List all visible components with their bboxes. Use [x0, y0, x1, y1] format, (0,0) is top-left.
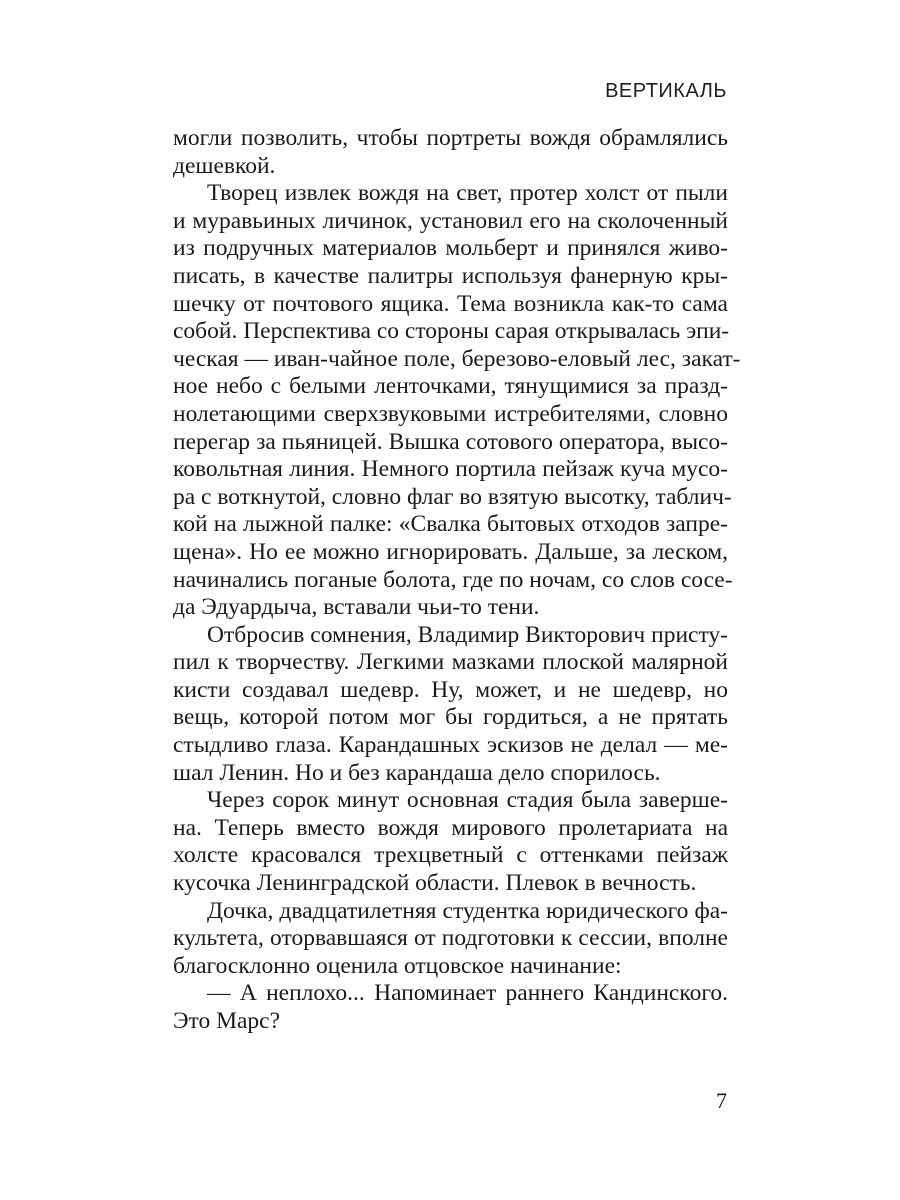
paragraph-2: [173, 180, 741, 622]
text-line: — А неплохо... Напоминает раннего Кандинского.: [207, 980, 728, 1007]
text-line: Отбросив сомнения, Владимир Викторович присту-: [207, 621, 728, 648]
paragraph-4: [173, 787, 728, 897]
paragraph-6-dialogue: [173, 980, 728, 1035]
text-line: на. Теперь вместо вождя мирового пролетариата на: [173, 814, 728, 841]
text-line: стыдливо глаза. Карандашных эскизов не делал — ме-: [173, 732, 728, 759]
paragraph-3: [173, 622, 728, 788]
text-line: нолетающими сверхзвуковыми истребителями, словно: [173, 400, 728, 427]
text-line: кусочка Ленинградской области. Плевок в вечность.: [173, 870, 697, 897]
text-line: благосклонно оценила отцовское начинание:: [173, 952, 622, 979]
text-line: могли позволить, чтобы портреты вождя обрамлялись: [173, 125, 728, 151]
text-line: вещь, которой потом мог бы гордиться, а не прятать: [173, 704, 728, 731]
text-line: Творец извлек вождя на свет, протер холст от пыли: [207, 180, 728, 207]
text-line: да Эдуардыча, вставали чьи-то тени.: [173, 594, 540, 621]
text-line: и муравьиных личинок, установил его на сколоченный: [173, 207, 728, 234]
text-line: щена». Но ее можно игнорировать. Дальше, за леском,: [173, 538, 728, 565]
page-number: 7: [716, 1088, 727, 1113]
text-line: Это Марс?: [173, 1008, 281, 1034]
text-line: Дочка, двадцатилетняя студентка юридического фа-: [207, 897, 728, 924]
text-line: ра с воткнутой, словно флаг во взятую высотку, таблич-: [173, 483, 732, 510]
body-text: [173, 125, 741, 1036]
text-line: шал Ленин. Но и без карандаша дело спорилось.: [173, 759, 661, 786]
text-line: шечку от почтового ящика. Тема возникла как-то сама: [173, 290, 728, 317]
text-line: ковольтная линия. Немного портила пейзаж куча мусо-: [173, 456, 728, 483]
text-line: пил к творчеству. Легкими мазками плоской малярной: [173, 649, 728, 676]
text-line: кисти создавал шедевр. Ну, может, и не шедевр, но: [173, 676, 728, 703]
text-line: холсте красовался трехцветный с оттенками пейзаж: [173, 842, 728, 869]
text-line: ное небо с белыми ленточками, тянущимися за празд-: [173, 373, 728, 400]
text-line: Через сорок минут основная стадия была заверше-: [207, 787, 728, 814]
text-line: писать, в качестве палитры используя фанерную кры-: [173, 262, 728, 289]
running-head-title: ВЕРТИКАЛЬ: [605, 80, 727, 102]
text-line: начинались поганые болота, где по ночам, со слов сосе-: [173, 566, 733, 593]
text-line: дешевкой.: [173, 152, 276, 179]
text-line: перегар за пьяницей. Вышка сотового оператора, высо-: [173, 428, 728, 455]
paragraph-5: [173, 898, 728, 981]
text-line: культета, оторвавшаяся от подготовки к сессии, вполне: [173, 925, 728, 952]
text-line: ческая — иван-чайное поле, березово-еловый лес, закат-: [173, 345, 741, 372]
text-line: собой. Перспектива со стороны сарая открывалась эпи-: [173, 318, 730, 345]
text-line: кой на лыжной палке: «Свалка бытовых отходов запре-: [173, 511, 728, 538]
text-line: из подручных материалов мольберт и принялся живо-: [173, 235, 728, 262]
paragraph-1: [173, 125, 728, 180]
